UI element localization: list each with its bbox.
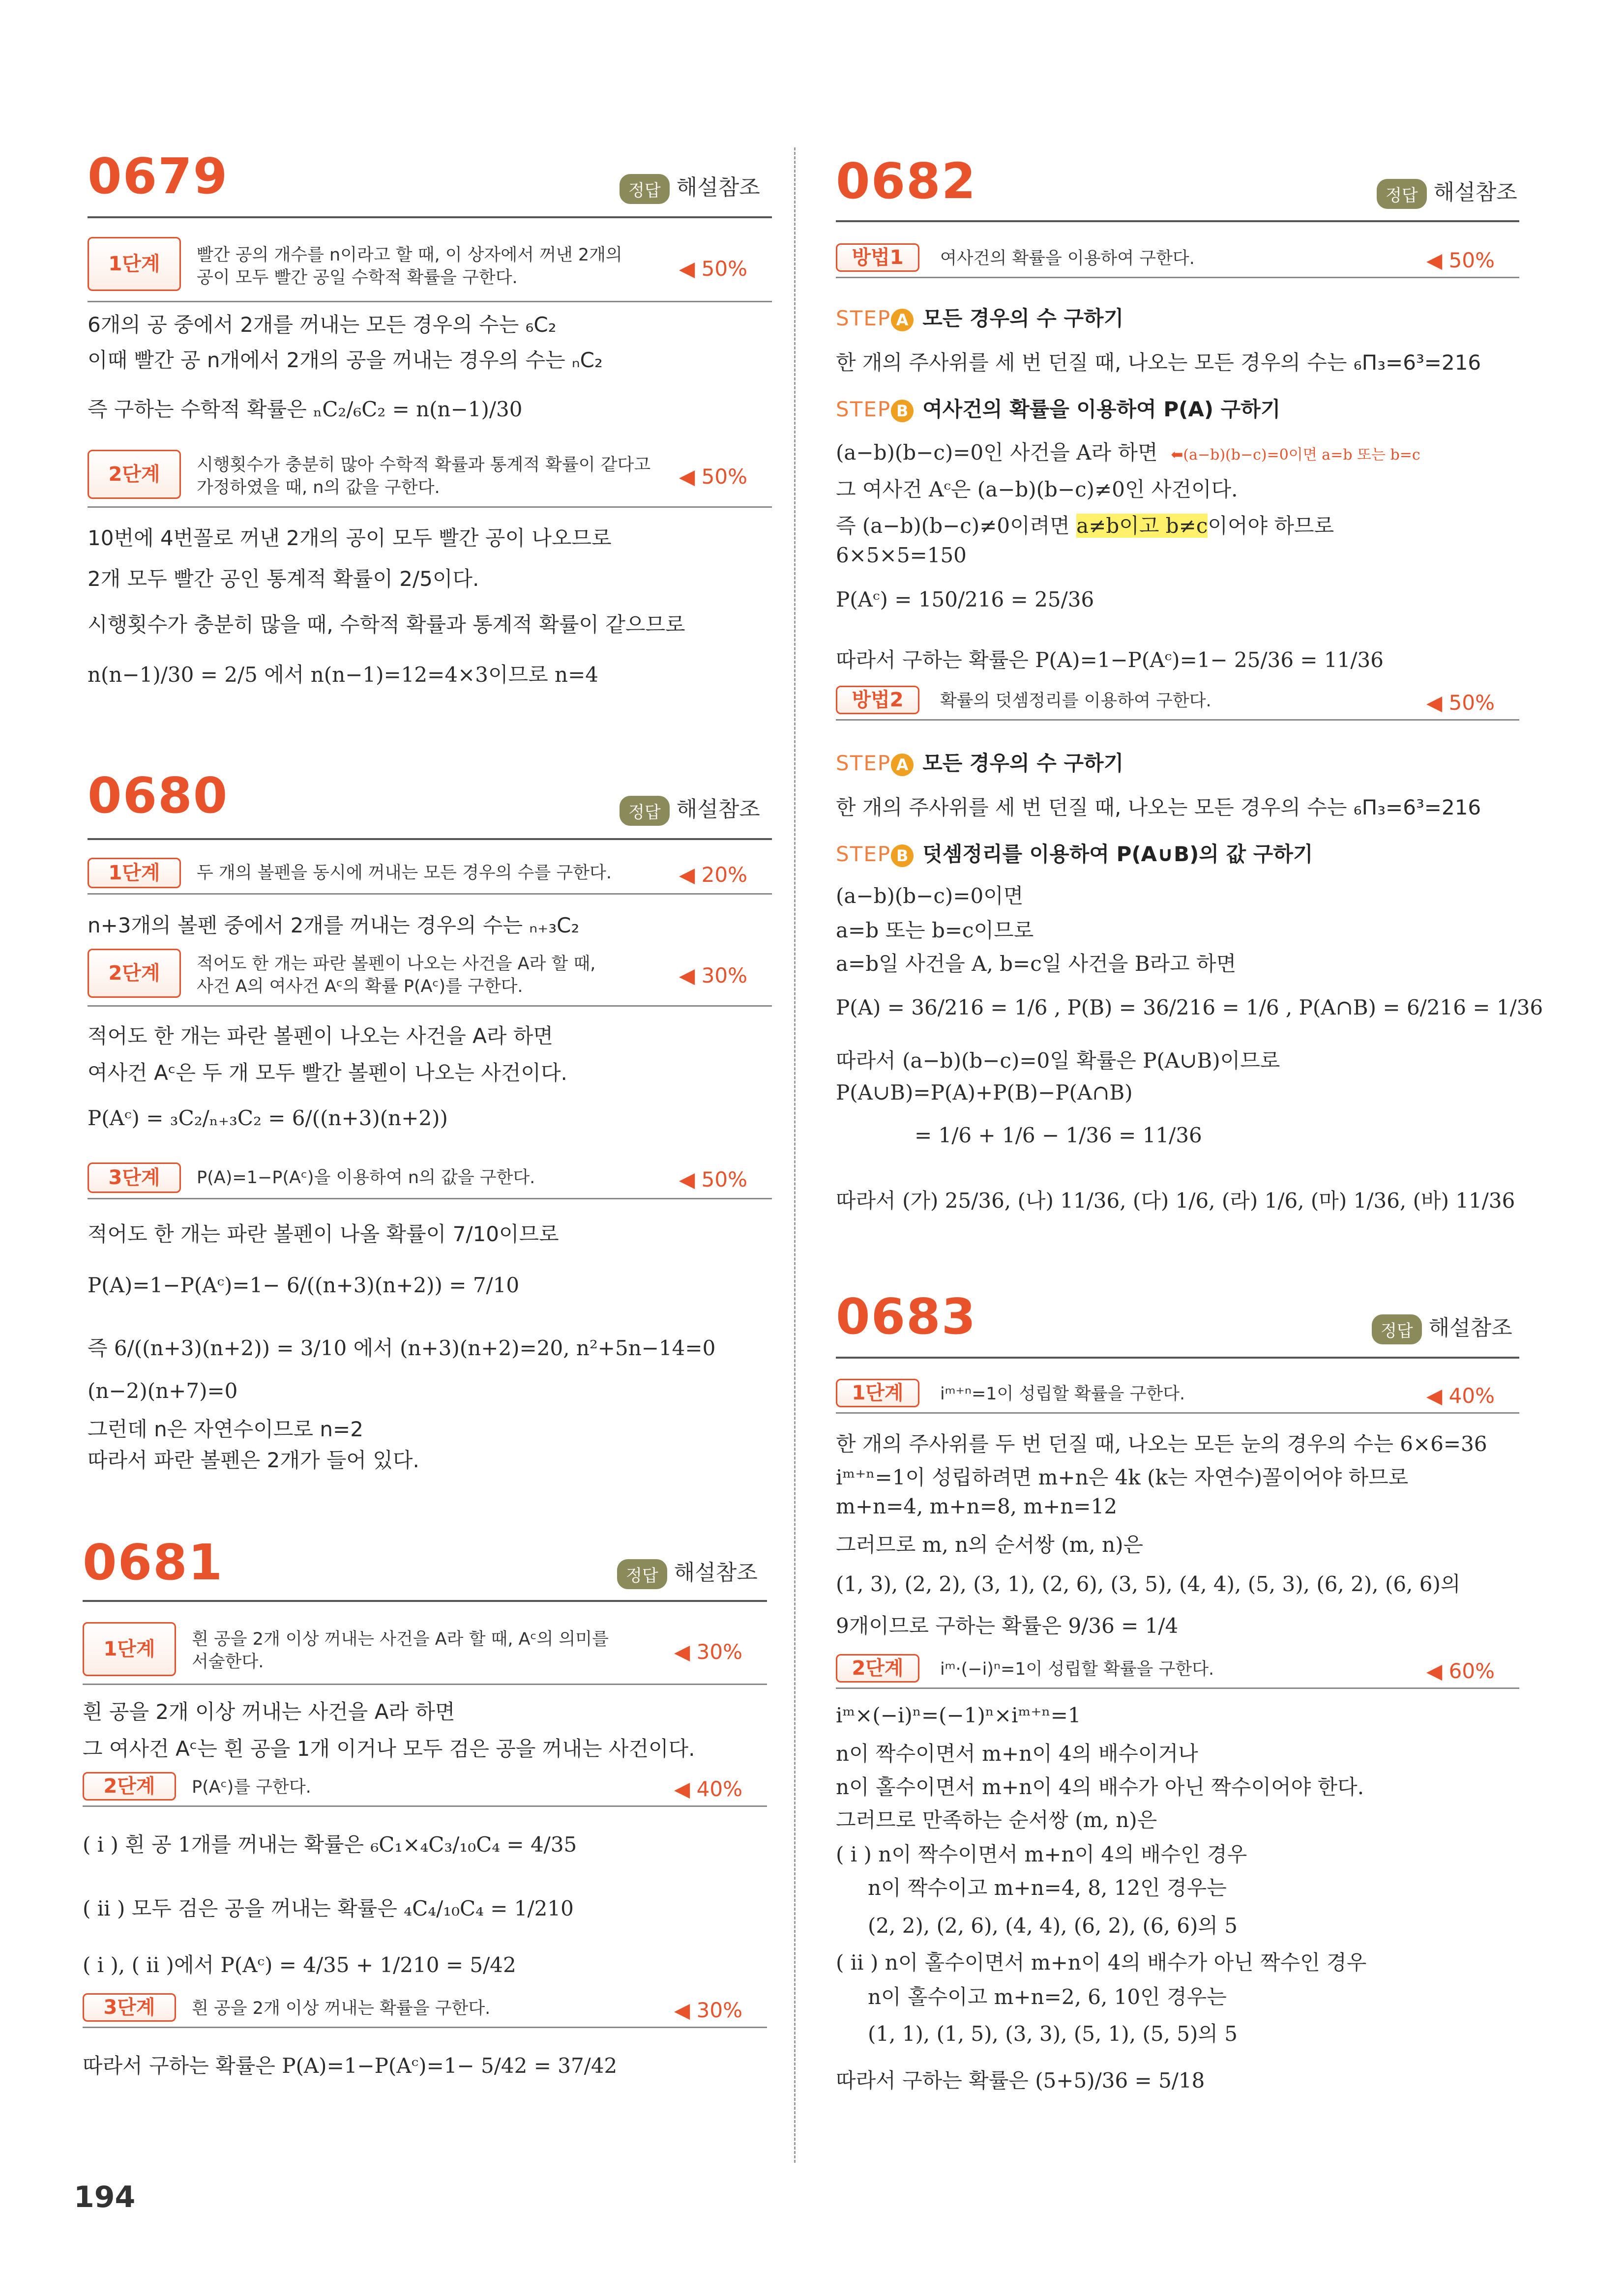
line: 그러므로 m, n의 순서쌍 (m, n)은 xyxy=(836,1533,1144,1557)
stage-tag: 3단계 xyxy=(88,1163,181,1193)
answer-badge: 정답 xyxy=(620,796,670,826)
stage-box xyxy=(836,1654,1519,1689)
line: (a−b)(b−c)=0이면 xyxy=(836,884,1024,908)
method-desc: 확률의 덧셈정리를 이용하여 구한다. xyxy=(940,691,1211,711)
stage-percent: ◀ 30% xyxy=(679,963,747,988)
problem-number-0683: 0683 xyxy=(836,1288,977,1345)
problem-number-0681: 0681 xyxy=(83,1534,224,1591)
line: 따라서 구하는 확률은 P(A)=1−P(Aᶜ)=1− 25/36 = 11/36 xyxy=(836,648,1384,672)
line: 흰 공을 2개 이상 꺼내는 사건을 A라 하면 xyxy=(83,1700,455,1724)
line: 그 여사건 Aᶜ은 (a−b)(b−c)≠0인 사건이다. xyxy=(836,477,1238,501)
stage-box xyxy=(83,1622,767,1685)
answer-label-0682 xyxy=(1377,174,1517,209)
stage-percent: ◀ 50% xyxy=(679,465,747,489)
title-rule xyxy=(83,1600,767,1602)
line: (n−2)(n+7)=0 xyxy=(88,1379,238,1403)
line: 한 개의 주사위를 세 번 던질 때, 나오는 모든 경우의 수는 ₆Π₃=6³=216 xyxy=(836,350,1481,375)
stage-box xyxy=(88,450,772,508)
answer-text: 해설참조 xyxy=(676,175,760,200)
stage-tag: 2단계 xyxy=(88,450,181,499)
line: 따라서 파란 볼펜은 2개가 들어 있다. xyxy=(88,1448,419,1472)
method-desc: 여사건의 확률을 이용하여 구한다. xyxy=(940,249,1195,268)
stage-desc: iᵐ·(−i)ⁿ=1이 성립할 확률을 구한다. xyxy=(940,1659,1214,1679)
line: 즉 구하는 수학적 확률은 ₙC₂/₆C₂ = n(n−1)/30 xyxy=(88,397,523,421)
line: n이 짝수이고 m+n=4, 8, 12인 경우는 xyxy=(868,1876,1227,1900)
method-tag: 방법1 xyxy=(836,243,919,272)
stage-desc: 적어도 한 개는 파란 볼펜이 나오는 사건을 A라 할 때, 사건 A의 여사건 Aᶜ의 확률 P(Aᶜ)를 구한다. xyxy=(197,954,596,996)
method-percent: ◀ 50% xyxy=(1426,248,1495,272)
title-rule xyxy=(88,216,772,218)
line: iᵐ×(−i)ⁿ=(−1)ⁿ×iᵐ⁺ⁿ=1 xyxy=(836,1703,1081,1727)
line: 6×5×5=150 xyxy=(836,543,967,567)
answer-label-0680 xyxy=(620,791,760,826)
line: (1, 1), (1, 5), (3, 3), (5, 1), (5, 5)의 5 xyxy=(868,2022,1238,2046)
line: 따라서 (a−b)(b−c)=0일 확률은 P(A∪B)이므로 xyxy=(836,1048,1280,1073)
stage-tag: 1단계 xyxy=(88,237,181,291)
line: n+3개의 볼펜 중에서 2개를 꺼내는 경우의 수는 ₙ₊₃C₂ xyxy=(88,913,580,937)
line: 즉 6/((n+3)(n+2)) = 3/10 에서 (n+3)(n+2)=20, n²+5n−14=0 xyxy=(88,1336,716,1360)
stage-percent: ◀ 40% xyxy=(1426,1384,1495,1408)
stage-tag: 1단계 xyxy=(83,1622,176,1676)
stage-box xyxy=(83,1772,767,1807)
line: 이때 빨간 공 n개에서 2개의 공을 꺼내는 경우의 수는 ₙC₂ xyxy=(88,348,603,372)
page-number: 194 xyxy=(74,2180,136,2214)
step-heading: STEP B 여사건의 확률을 이용하여 P(A) 구하기 xyxy=(836,397,1281,421)
line: 한 개의 주사위를 세 번 던질 때, 나오는 모든 경우의 수는 ₆Π₃=6³=216 xyxy=(836,795,1481,819)
line: 따라서 (가) 25/36, (나) 11/36, (다) 1/6, (라) 1/6, (마) 1/36, (바) 11/36 xyxy=(836,1189,1515,1213)
line: 2개 모두 빨간 공인 통계적 확률이 2/5이다. xyxy=(88,567,479,591)
step-heading: STEP A 모든 경우의 수 구하기 xyxy=(836,751,1124,775)
stage-percent: ◀ 60% xyxy=(1426,1659,1495,1683)
stage-tag: 2단계 xyxy=(88,949,181,998)
line: n(n−1)/30 = 2/5 에서 n(n−1)=12=4×3이므로 n=4 xyxy=(88,663,598,687)
line: P(A) = 36/216 = 1/6 , P(B) = 36/216 = 1/6 , P(A∩B) = 6/216 = 1/36 xyxy=(836,995,1543,1019)
title-rule xyxy=(836,220,1519,222)
line: ( ii ) n이 홀수이면서 m+n이 4의 배수가 아닌 짝수인 경우 xyxy=(836,1950,1367,1975)
method-box xyxy=(836,243,1519,278)
line: 한 개의 주사위를 두 번 던질 때, 나오는 모든 눈의 경우의 수는 6×6=36 xyxy=(836,1432,1487,1456)
stage-percent: ◀ 30% xyxy=(674,1640,742,1664)
stage-box xyxy=(836,1379,1519,1414)
line: 10번에 4번꼴로 꺼낸 2개의 공이 모두 빨간 공이 나오므로 xyxy=(88,526,612,550)
line: n이 짝수이면서 m+n이 4의 배수이거나 xyxy=(836,1742,1198,1766)
stage-desc: 흰 공을 2개 이상 꺼내는 확률을 구한다. xyxy=(192,1999,491,2018)
line: iᵐ⁺ⁿ=1이 성립하려면 m+n은 4k (k는 자연수)꼴이어야 하므로 xyxy=(836,1465,1409,1489)
line: 시행횟수가 충분히 많을 때, 수학적 확률과 통계적 확률이 같으므로 xyxy=(88,612,685,637)
stage-desc: iᵐ⁺ⁿ=1이 성립할 확률을 구한다. xyxy=(940,1384,1185,1404)
stage-desc: 두 개의 볼펜을 동시에 꺼내는 모든 경우의 수를 구한다. xyxy=(197,863,612,883)
line: = 1/6 + 1/6 − 1/36 = 11/36 xyxy=(915,1123,1202,1147)
stage-box xyxy=(88,949,772,1007)
method-percent: ◀ 50% xyxy=(1426,691,1495,715)
answer-label-0683 xyxy=(1372,1310,1512,1344)
step-heading: STEP B 덧셈정리를 이용하여 P(A∪B)의 값 구하기 xyxy=(836,842,1313,866)
answer-text: 해설참조 xyxy=(1433,180,1517,205)
line: (a−b)(b−c)=0인 사건을 A라 하면 ⬅(a−b)(b−c)=0이면 a=b 또는 b=c xyxy=(836,440,1420,465)
line: (1, 3), (2, 2), (3, 1), (2, 6), (3, 5), (4, 4), (5, 3), (6, 2), (6, 6)의 xyxy=(836,1572,1461,1596)
stage-tag: 1단계 xyxy=(836,1379,919,1407)
stage-percent: ◀ 20% xyxy=(679,863,747,887)
answer-text: 해설참조 xyxy=(676,797,760,822)
stage-percent: ◀ 50% xyxy=(679,257,747,281)
stage-tag: 1단계 xyxy=(88,858,181,888)
stage-percent: ◀ 30% xyxy=(674,1998,742,2022)
stage-percent: ◀ 40% xyxy=(674,1777,742,1801)
line: ( ii ) 모두 검은 공을 꺼내는 확률은 ₄C₄/₁₀C₄ = 1/210 xyxy=(83,1896,574,1920)
answer-label-0679 xyxy=(620,170,760,204)
line: (2, 2), (2, 6), (4, 4), (6, 2), (6, 6)의 5 xyxy=(868,1914,1238,1938)
answer-text: 해설참조 xyxy=(1428,1315,1512,1340)
answer-badge: 정답 xyxy=(1377,179,1427,209)
line: 적어도 한 개는 파란 볼펜이 나올 확률이 7/10이므로 xyxy=(88,1222,559,1246)
stage-tag: 3단계 xyxy=(83,1993,176,2022)
line: P(A)=1−P(Aᶜ)=1− 6/((n+3)(n+2)) = 7/10 xyxy=(88,1273,520,1297)
line: 그러므로 만족하는 순서쌍 (m, n)은 xyxy=(836,1808,1157,1832)
stage-desc: P(Aᶜ)를 구한다. xyxy=(192,1777,311,1797)
answer-badge: 정답 xyxy=(620,174,670,204)
stage-desc: 빨간 공의 개수를 n이라고 할 때, 이 상자에서 꺼낸 2개의 공이 모두 빨간 공일 수학적 확률을 구한다. xyxy=(197,245,622,288)
stage-desc: 시행횟수가 충분히 많아 수학적 확률과 통계적 확률이 같다고 가정하였을 때, n의 값을 구한다. xyxy=(197,455,651,497)
title-rule xyxy=(836,1357,1519,1359)
stage-percent: ◀ 50% xyxy=(679,1167,747,1192)
line: 즉 (a−b)(b−c)≠0이려면 a≠b이고 b≠c이어야 하므로 xyxy=(836,514,1334,538)
line: a=b 또는 b=c이므로 xyxy=(836,918,1034,942)
line: 적어도 한 개는 파란 볼펜이 나오는 사건을 A라 하면 xyxy=(88,1024,553,1048)
line: ( i ) 흰 공 1개를 꺼내는 확률은 ₆C₁×₄C₃/₁₀C₄ = 4/35 xyxy=(83,1832,577,1857)
problem-number-0679: 0679 xyxy=(88,147,229,205)
answer-badge: 정답 xyxy=(617,1559,667,1589)
title-rule xyxy=(88,838,772,840)
line: 6개의 공 중에서 2개를 꺼내는 모든 경우의 수는 ₆C₂ xyxy=(88,313,557,337)
answer-text: 해설참조 xyxy=(674,1560,758,1585)
method-tag: 방법2 xyxy=(836,686,919,714)
answer-label-0681 xyxy=(617,1555,758,1589)
line: P(Aᶜ) = ₃C₂/ₙ₊₃C₂ = 6/((n+3)(n+2)) xyxy=(88,1106,448,1130)
line: P(A∪B)=P(A)+P(B)−P(A∩B) xyxy=(836,1080,1133,1104)
line: ( i ) n이 짝수이면서 m+n이 4의 배수인 경우 xyxy=(836,1842,1247,1866)
stage-box xyxy=(88,858,772,895)
problem-number-0682: 0682 xyxy=(836,152,977,210)
line: ( i ), ( ii )에서 P(Aᶜ) = 4/35 + 1/210 = 5/42 xyxy=(83,1953,516,1977)
line: 그런데 n은 자연수이므로 n=2 xyxy=(88,1417,363,1441)
answer-badge: 정답 xyxy=(1372,1314,1422,1344)
method-box xyxy=(836,686,1519,721)
line: n이 홀수이고 m+n=2, 6, 10인 경우는 xyxy=(868,1985,1227,2009)
line: 따라서 구하는 확률은 (5+5)/36 = 5/18 xyxy=(836,2068,1205,2093)
stage-desc: 흰 공을 2개 이상 꺼내는 사건을 A라 할 때, Aᶜ의 의미를 서술한다. xyxy=(192,1629,609,1672)
stage-box xyxy=(88,237,772,302)
stage-desc: P(A)=1−P(Aᶜ)을 이용하여 n의 값을 구한다. xyxy=(197,1168,535,1188)
problem-number-0680: 0680 xyxy=(88,767,229,824)
step-heading: STEP A 모든 경우의 수 구하기 xyxy=(836,306,1124,330)
stage-box xyxy=(83,1993,767,2028)
stage-box xyxy=(88,1163,772,1199)
line: m+n=4, m+n=8, m+n=12 xyxy=(836,1494,1118,1518)
highlight: a≠b이고 b≠c xyxy=(1076,514,1208,538)
line: 그 여사건 Aᶜ는 흰 공을 1개 이거나 모두 검은 공을 꺼내는 사건이다. xyxy=(83,1737,695,1761)
column-divider xyxy=(794,147,796,2163)
line: 여사건 Aᶜ은 두 개 모두 빨간 볼펜이 나오는 사건이다. xyxy=(88,1061,567,1085)
stage-tag: 2단계 xyxy=(83,1772,176,1801)
line: a=b일 사건을 A, b=c일 사건을 B라고 하면 xyxy=(836,952,1237,976)
line: 따라서 구하는 확률은 P(A)=1−P(Aᶜ)=1− 5/42 = 37/42 xyxy=(83,2054,618,2078)
line: n이 홀수이면서 m+n이 4의 배수가 아닌 짝수이어야 한다. xyxy=(836,1775,1364,1799)
stage-tag: 2단계 xyxy=(836,1654,919,1683)
line: P(Aᶜ) = 150/216 = 25/36 xyxy=(836,587,1094,611)
line: 9개이므로 구하는 확률은 9/36 = 1/4 xyxy=(836,1614,1179,1638)
